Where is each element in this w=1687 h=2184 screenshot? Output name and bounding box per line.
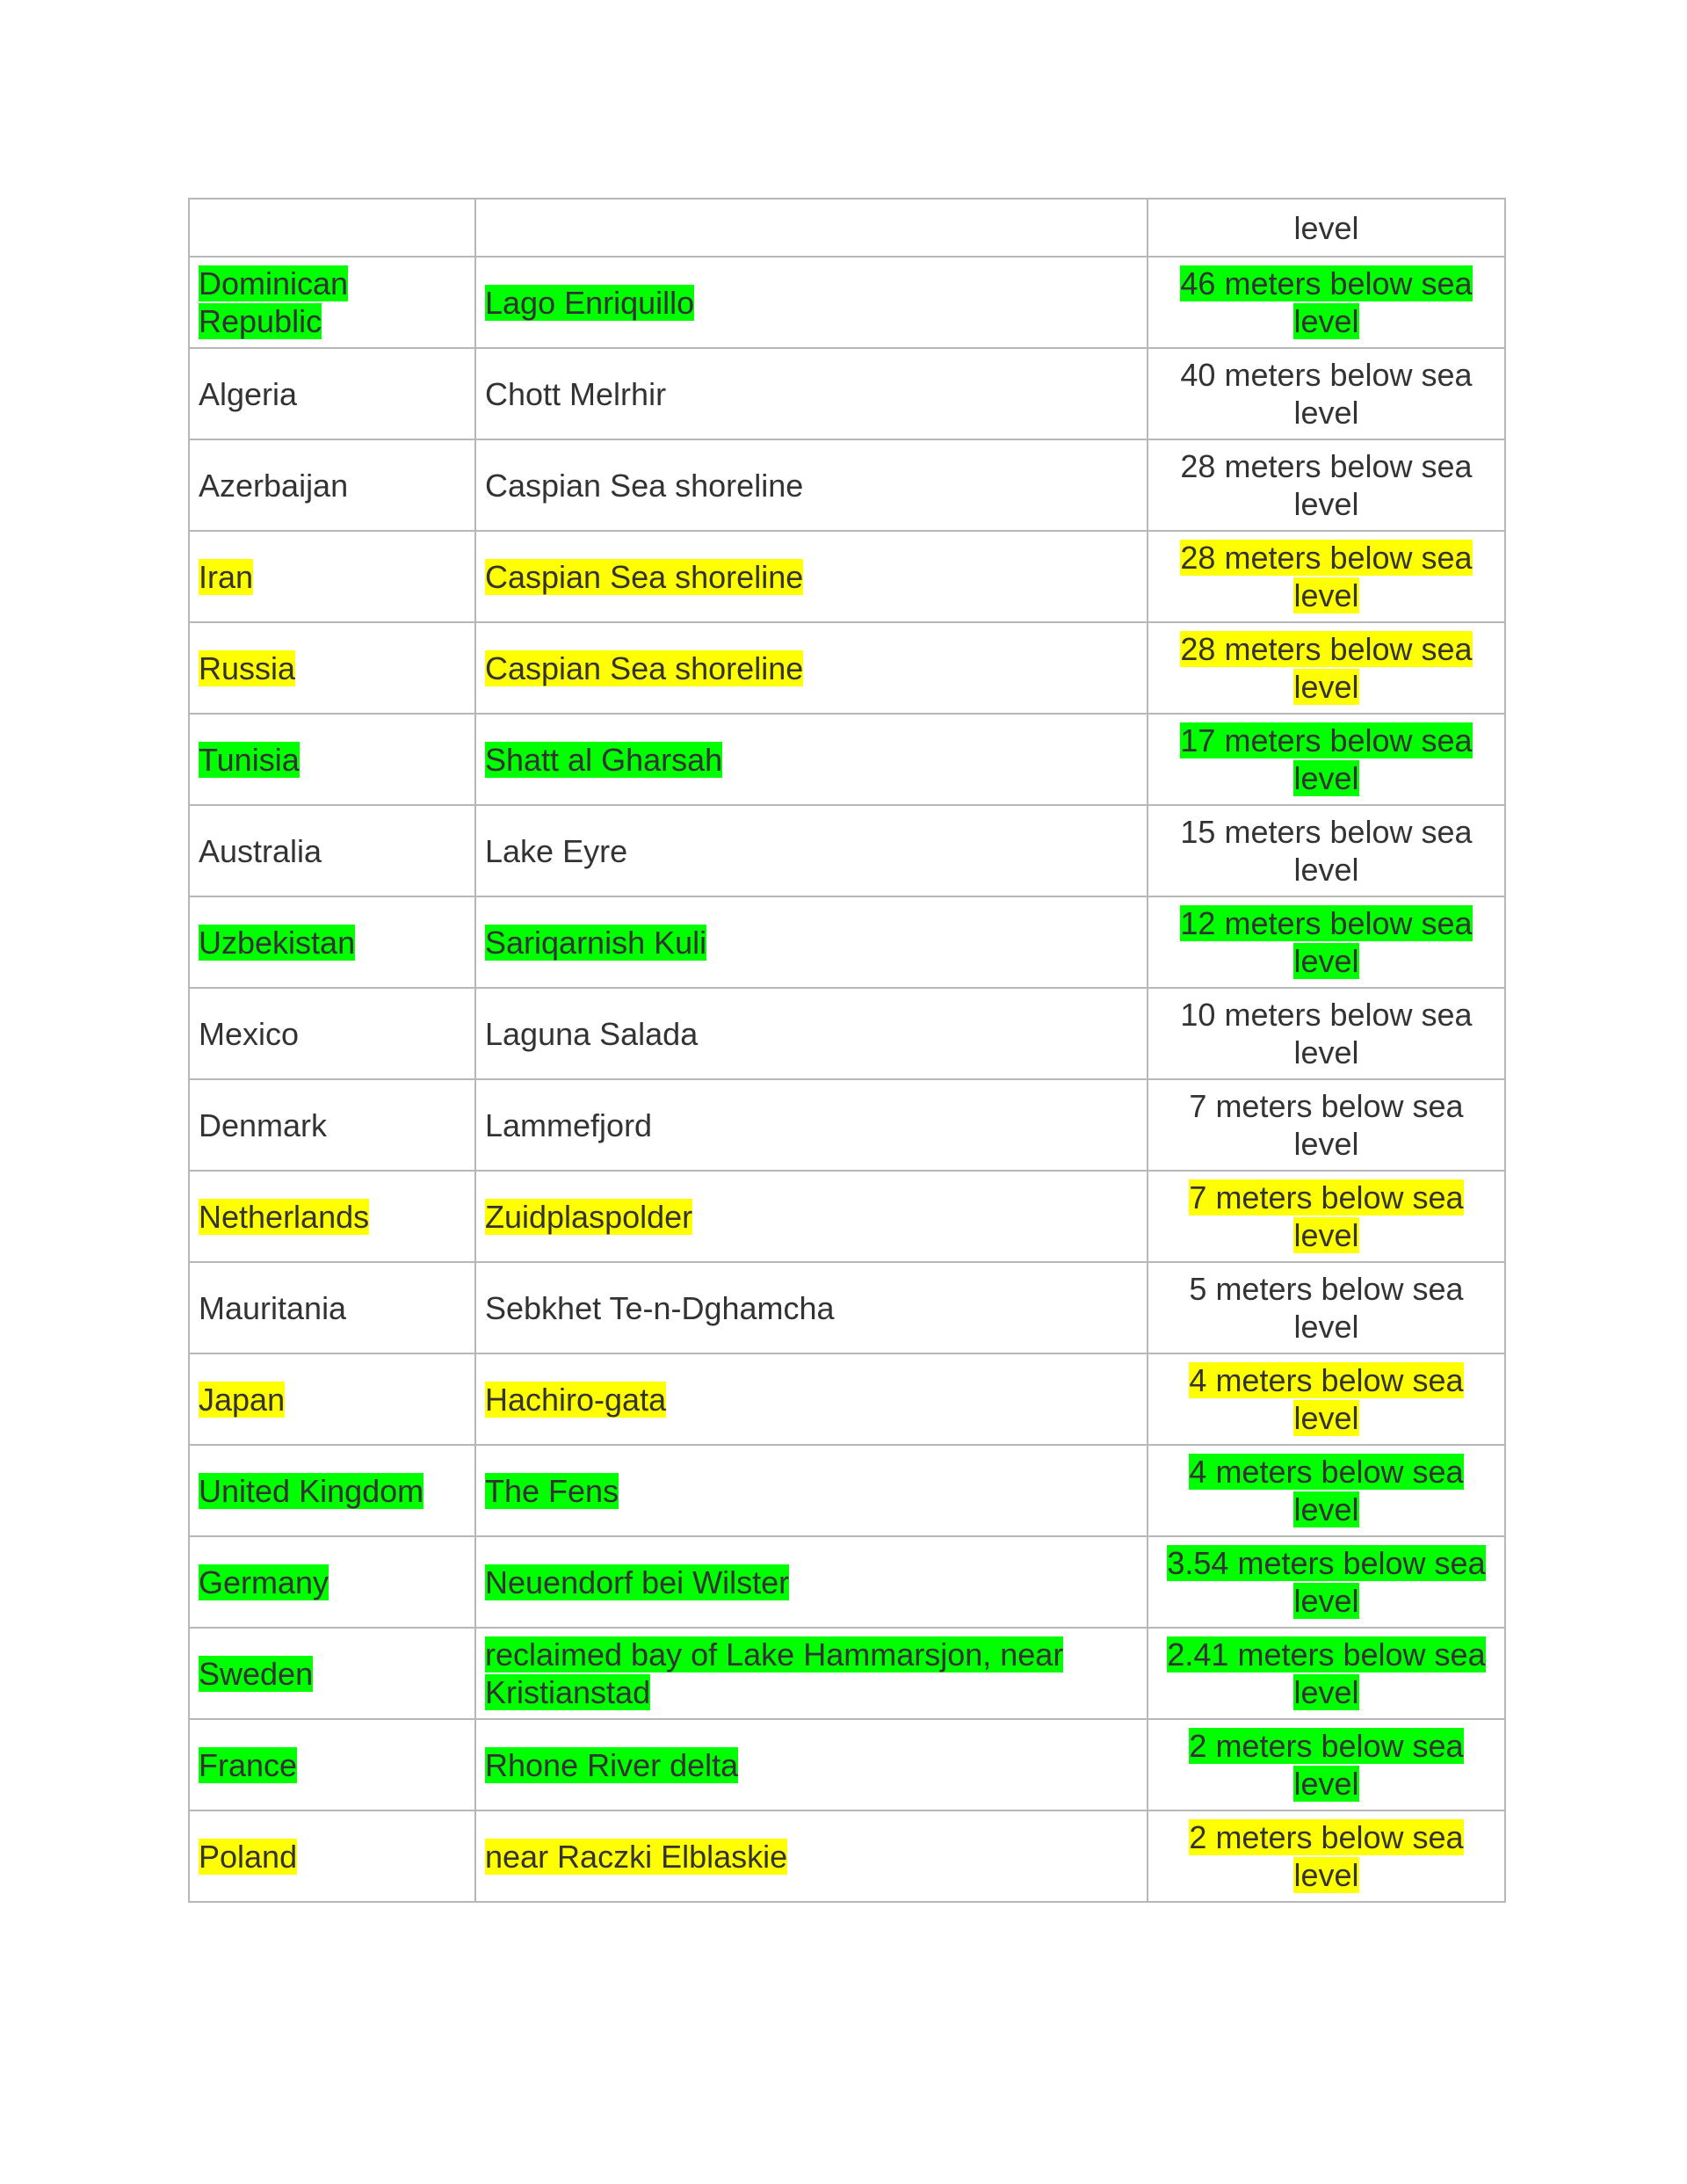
country-cell — [189, 1353, 475, 1445]
elevation-cell — [1148, 896, 1505, 988]
table-row — [189, 439, 1505, 531]
country-cell — [189, 805, 475, 896]
elevation-text: 28 meters below sea level — [1180, 540, 1473, 613]
elevation-cell — [1148, 1810, 1505, 1902]
location-cell — [475, 1445, 1148, 1536]
elevation-text: 7 meters below sea level — [1189, 1179, 1464, 1253]
table-row — [189, 1536, 1505, 1628]
country-text: Azerbaijan — [199, 467, 349, 504]
location-cell — [475, 622, 1148, 714]
country-cell — [189, 1262, 475, 1353]
elevation-text: 10 meters below sea level — [1180, 997, 1473, 1070]
country-text: Poland — [199, 1838, 298, 1875]
location-text: reclaimed bay of Lake Hammarsjon, near Kristianstad — [485, 1636, 1064, 1710]
country-text: Iran — [199, 558, 254, 595]
elevation-text: 4 meters below sea level — [1189, 1454, 1464, 1527]
country-cell — [189, 531, 475, 622]
country-cell — [189, 1445, 475, 1536]
country-text: Japan — [199, 1381, 286, 1418]
elevation-text: 46 meters below sea level — [1180, 265, 1473, 339]
elevation-text: 5 meters below sea level — [1189, 1271, 1464, 1345]
country-cell — [189, 348, 475, 439]
location-text: near Raczki Elblaskie — [485, 1838, 788, 1875]
elevation-text: 2 meters below sea level — [1189, 1819, 1464, 1893]
location-text: The Fens — [485, 1472, 619, 1509]
country-cell — [189, 1719, 475, 1810]
country-cell — [189, 1628, 475, 1719]
location-cell — [475, 805, 1148, 896]
table-row — [189, 257, 1505, 348]
country-cell — [189, 622, 475, 714]
country-cell — [189, 1079, 475, 1171]
location-text: Shatt al Gharsah — [485, 741, 723, 778]
table-row — [189, 1628, 1505, 1719]
elevation-text: 12 meters below sea level — [1180, 905, 1473, 979]
country-cell — [189, 988, 475, 1079]
elevation-text: 15 meters below sea level — [1180, 814, 1473, 888]
location-cell — [475, 1628, 1148, 1719]
country-text: Sweden — [199, 1655, 314, 1692]
country-cell — [189, 439, 475, 531]
table-row — [189, 805, 1505, 896]
elevation-cell — [1148, 1079, 1505, 1171]
table-row — [189, 1171, 1505, 1262]
country-cell — [189, 714, 475, 805]
location-text: Lammefjord — [485, 1107, 653, 1143]
elevation-text: 40 meters below sea level — [1180, 357, 1473, 431]
elevation-cell — [1148, 531, 1505, 622]
elevation-cell — [1148, 1536, 1505, 1628]
country-cell — [189, 1171, 475, 1262]
elevation-cell — [1148, 1719, 1505, 1810]
country-text: Uzbekistan — [199, 924, 356, 961]
table-row — [189, 988, 1505, 1079]
elevation-text: 2 meters below sea level — [1189, 1728, 1464, 1802]
location-text: Zuidplaspolder — [485, 1198, 693, 1235]
elevation-table — [188, 198, 1506, 1903]
elevation-cell — [1148, 1628, 1505, 1719]
table-row — [189, 1810, 1505, 1902]
location-cell — [475, 896, 1148, 988]
country-text: Mauritania — [199, 1289, 347, 1326]
location-text: Chott Melrhir — [485, 375, 667, 412]
country-text: Germany — [199, 1564, 329, 1600]
location-cell — [475, 714, 1148, 805]
elevation-cell — [1148, 988, 1505, 1079]
country-cell — [189, 896, 475, 988]
table-row — [189, 348, 1505, 439]
location-cell — [475, 1353, 1148, 1445]
table-row-continued — [189, 199, 1505, 257]
location-cell — [475, 1810, 1148, 1902]
location-text: Rhone River delta — [485, 1746, 739, 1783]
location-cell — [475, 531, 1148, 622]
location-text: Lago Enriquillo — [485, 284, 695, 321]
location-cell — [475, 1171, 1148, 1262]
elevation-cell — [1148, 257, 1505, 348]
table-row — [189, 1719, 1505, 1810]
location-cell — [475, 1079, 1148, 1171]
table-row — [189, 622, 1505, 714]
location-cell — [475, 199, 1148, 257]
elevation-cell — [1148, 199, 1505, 257]
country-cell — [189, 199, 475, 257]
elevation-cell — [1148, 348, 1505, 439]
elevation-cell — [1148, 714, 1505, 805]
elevation-text: 28 meters below sea level — [1180, 631, 1473, 705]
location-cell — [475, 348, 1148, 439]
elevation-text: 3.54 meters below sea level — [1167, 1545, 1486, 1619]
table-row — [189, 531, 1505, 622]
table-row — [189, 1262, 1505, 1353]
location-text: Lake Eyre — [485, 832, 628, 869]
location-text: Neuendorf bei Wilster — [485, 1564, 790, 1600]
location-text: Laguna Salada — [485, 1015, 699, 1052]
table-row — [189, 1445, 1505, 1536]
table-row — [189, 714, 1505, 805]
country-cell — [189, 1810, 475, 1902]
country-text: Russia — [199, 649, 296, 686]
location-text: Sebkhet Te-n-Dghamcha — [485, 1289, 835, 1326]
location-cell — [475, 1262, 1148, 1353]
elevation-cell — [1148, 622, 1505, 714]
elevation-table-body — [189, 199, 1505, 1902]
country-cell — [189, 257, 475, 348]
location-text: Hachiro-gata — [485, 1381, 667, 1418]
country-text: Algeria — [199, 375, 298, 412]
location-cell — [475, 1536, 1148, 1628]
location-cell — [475, 1719, 1148, 1810]
elevation-text: 4 meters below sea level — [1189, 1362, 1464, 1436]
location-text: Caspian Sea shoreline — [485, 558, 804, 595]
country-text: Australia — [199, 832, 322, 869]
table-row — [189, 1353, 1505, 1445]
location-text: Sariqarnish Kuli — [485, 924, 707, 961]
elevation-cell — [1148, 1171, 1505, 1262]
country-text: United Kingdom — [199, 1472, 424, 1509]
location-cell — [475, 257, 1148, 348]
elevation-cell — [1148, 805, 1505, 896]
location-text: Caspian Sea shoreline — [485, 467, 804, 504]
elevation-text: 7 meters below sea level — [1189, 1088, 1464, 1162]
elevation-cell — [1148, 439, 1505, 531]
location-cell — [475, 988, 1148, 1079]
country-cell — [189, 1536, 475, 1628]
country-text: Mexico — [199, 1015, 300, 1052]
elevation-text: 17 meters below sea level — [1180, 722, 1473, 796]
table-row — [189, 1079, 1505, 1171]
elevation-cell — [1148, 1353, 1505, 1445]
elevation-text: 28 meters below sea level — [1180, 448, 1473, 522]
elevation-cell — [1148, 1445, 1505, 1536]
location-text: Caspian Sea shoreline — [485, 649, 804, 686]
location-cell — [475, 439, 1148, 531]
elevation-text: level — [1293, 209, 1359, 246]
country-text: France — [199, 1746, 298, 1783]
country-text: Netherlands — [199, 1198, 370, 1235]
table-row — [189, 896, 1505, 988]
elevation-cell — [1148, 1262, 1505, 1353]
country-text: Dominican Republic — [199, 265, 349, 339]
elevation-text: 2.41 meters below sea level — [1167, 1636, 1486, 1710]
country-text: Tunisia — [199, 741, 300, 778]
country-text: Denmark — [199, 1107, 328, 1143]
